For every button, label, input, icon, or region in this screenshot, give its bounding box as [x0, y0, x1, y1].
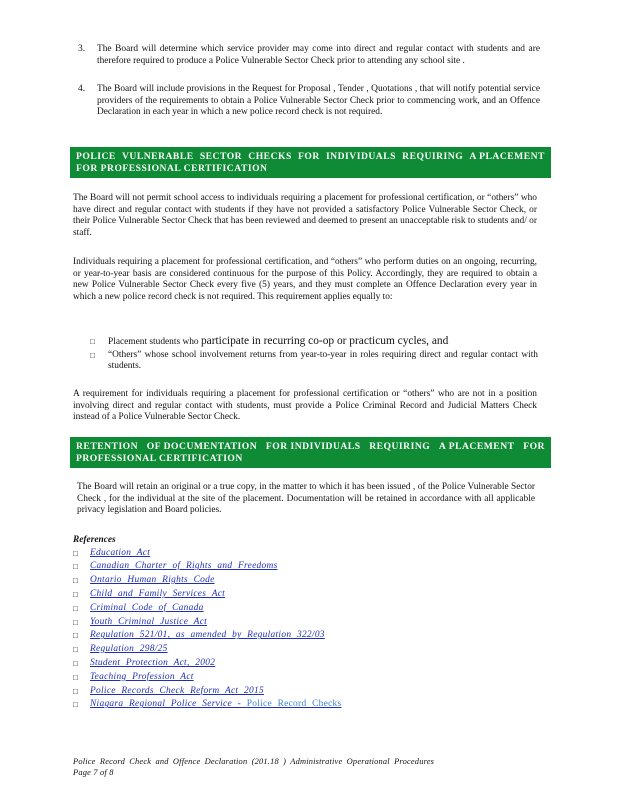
reference-link-tail: Police Record Checks	[246, 699, 342, 710]
bullet-box-icon: □	[73, 576, 78, 586]
reference-link-education-act[interactable]: Education Act	[90, 547, 151, 558]
banner-word: RETENTION	[76, 441, 139, 452]
bullet-lead: Placement students who	[108, 337, 199, 347]
banner-word: REQUIRING	[369, 441, 431, 452]
reference-link-police-records-reform[interactable]: Police Records Check Reform Act 2015	[90, 685, 264, 696]
reference-link-regulation-521[interactable]: Regulation 521/01, as amended by Regulation 322/03	[90, 630, 325, 641]
item-text: The Board will include provisions in the Request for Proposal , Tender , Quotations , that will notify potential service providers of the requirements to obtain a Police Vulnerable Sector Check prior to commencing work, and an Offence Declaration in each year in which a new police record check is not required.	[97, 84, 540, 118]
paragraph-access: The Board will not permit school access to individuals requiring a placement for professional certification, or “others” who have direct and regular contact with students if they have not provided a satisfactory Police Vulnerable Sector Check, or their Police Vulnerable Sector Check that has been reviewed and deemed to present an unacceptable risk to students and/ or staff.	[73, 193, 537, 238]
reference-item	[73, 672, 533, 686]
bullet-box-icon: □	[73, 631, 78, 641]
reference-link-student-protection[interactable]: Student Protection Act, 2002	[90, 657, 216, 668]
reference-item	[73, 644, 533, 658]
banner-word: FOR	[298, 151, 320, 162]
reference-link-niagara-police[interactable]	[90, 699, 341, 709]
banner-line-1	[76, 441, 545, 453]
reference-link-youth-criminal-justice[interactable]: Youth Criminal Justice Act	[90, 616, 208, 627]
banner-word: A PLACEMENT	[469, 151, 545, 162]
page-footer	[73, 756, 543, 778]
reference-item	[73, 575, 533, 589]
banner-line-2: FOR PROFESSIONAL CERTIFICATION	[76, 163, 268, 174]
banner-word: INDIVIDUALS	[325, 151, 396, 162]
banner-word: FOR	[523, 441, 545, 452]
reference-item	[73, 617, 533, 631]
bullet-box-icon: □	[73, 589, 78, 599]
section-banner-retention	[70, 437, 551, 468]
bullet-box-icon: □	[73, 700, 78, 710]
references-section	[73, 535, 533, 713]
bullet-box-icon: □	[73, 686, 78, 696]
banner-word: FOR INDIVIDUALS	[265, 441, 361, 452]
bullet-box-icon: □	[90, 350, 95, 360]
reference-link-charter[interactable]: Canadian Charter of Rights and Freedoms	[90, 561, 278, 572]
reference-link-regulation-298[interactable]: Regulation 298/25	[90, 644, 168, 655]
paragraph-continuous: Individuals requiring a placement for professional certification, and “others” who perform duties on an ongoing, recurring, or year-to-year basis are considered continuous for the purpose of this Policy. Accordingly, they are required to obtain a new Police Vulnerable Sector Check every five (5) years, and they must complete an Offence Declaration every year in which a new police record check is not required. This requirement applies equally to:	[73, 257, 537, 302]
bullet-box-icon: □	[73, 548, 78, 558]
bullet-box-icon: □	[73, 603, 78, 613]
item-number: 4.	[78, 84, 86, 94]
reference-item	[73, 603, 533, 617]
bullet-item	[90, 350, 538, 373]
paragraph-criminal-record: A requirement for individuals requiring a placement for professional certification or “others” who are not in a position involving direct and regular contact with students, must provide a Police Criminal Record and Judicial Matters Check instead of a Police Vulnerable Sector Check.	[73, 389, 537, 423]
bullet-box-icon: □	[73, 658, 78, 668]
footer-document-title: Police Record Check and Offence Declaration (201.18 ) Administrative Operational Procedures	[73, 757, 435, 766]
item-number: 3.	[78, 44, 86, 54]
bullet-box-icon: □	[73, 562, 78, 572]
banner-line-1	[76, 151, 545, 163]
reference-link-human-rights-code[interactable]: Ontario Human Rights Code	[90, 575, 215, 586]
reference-item	[73, 630, 533, 644]
reference-item	[73, 686, 533, 700]
numbered-item-3	[78, 44, 540, 67]
reference-item	[73, 658, 533, 672]
bullet-box-icon: □	[90, 337, 95, 346]
bullet-list	[90, 336, 538, 374]
banner-word: POLICE	[76, 151, 116, 162]
reference-item	[73, 699, 533, 713]
reference-link-prefix: Niagara Regional Police Service -	[90, 699, 242, 710]
banner-word: VULNERABLE	[121, 151, 194, 162]
banner-line-2: PROFESSIONAL CERTIFICATION	[76, 453, 243, 464]
item-text: The Board will determine which service provider may come into direct and regular contact with students and are therefore required to produce a Police Vulnerable Sector Check prior to attending any school site .	[97, 44, 540, 66]
banner-word: CHECKS	[248, 151, 292, 162]
footer-page-number: Page 7 of 8	[73, 768, 114, 777]
references-title: References	[73, 535, 116, 545]
bullet-rest: “Others” whose school involvement returns from year-to-year in roles requiring direct and regular contact with students.	[108, 349, 538, 372]
banner-word: OF DOCUMENTATION	[146, 441, 258, 452]
reference-link-child-family-services[interactable]: Child and Family Services Act	[90, 588, 226, 599]
reference-item	[73, 589, 533, 603]
bullet-rest: participate in recurring co-op or practicum cycles, and	[200, 335, 449, 347]
bullet-item	[90, 336, 538, 349]
banner-word: REQUIRING	[402, 151, 464, 162]
bullet-box-icon: □	[73, 672, 78, 682]
section-banner-vulnerable-sector	[70, 147, 551, 178]
reference-link-teaching-profession[interactable]: Teaching Profession Act	[90, 671, 194, 682]
banner-word: SECTOR	[199, 151, 243, 162]
bullet-box-icon: □	[73, 617, 78, 627]
bullet-box-icon: □	[73, 645, 78, 655]
reference-item	[73, 561, 533, 575]
numbered-item-4	[78, 84, 540, 119]
reference-link-criminal-code[interactable]: Criminal Code of Canada	[90, 602, 204, 613]
reference-item	[73, 548, 533, 562]
banner-word: A PLACEMENT	[438, 441, 515, 452]
paragraph-retention: The Board will retain an original or a true copy, in the matter to which it has been issued , of the Police Vulnerable Sector Check , for the individual at the site of the placement. Documentation will be retained in accordance with all applicable privacy legislation and Board policies.	[77, 482, 535, 516]
